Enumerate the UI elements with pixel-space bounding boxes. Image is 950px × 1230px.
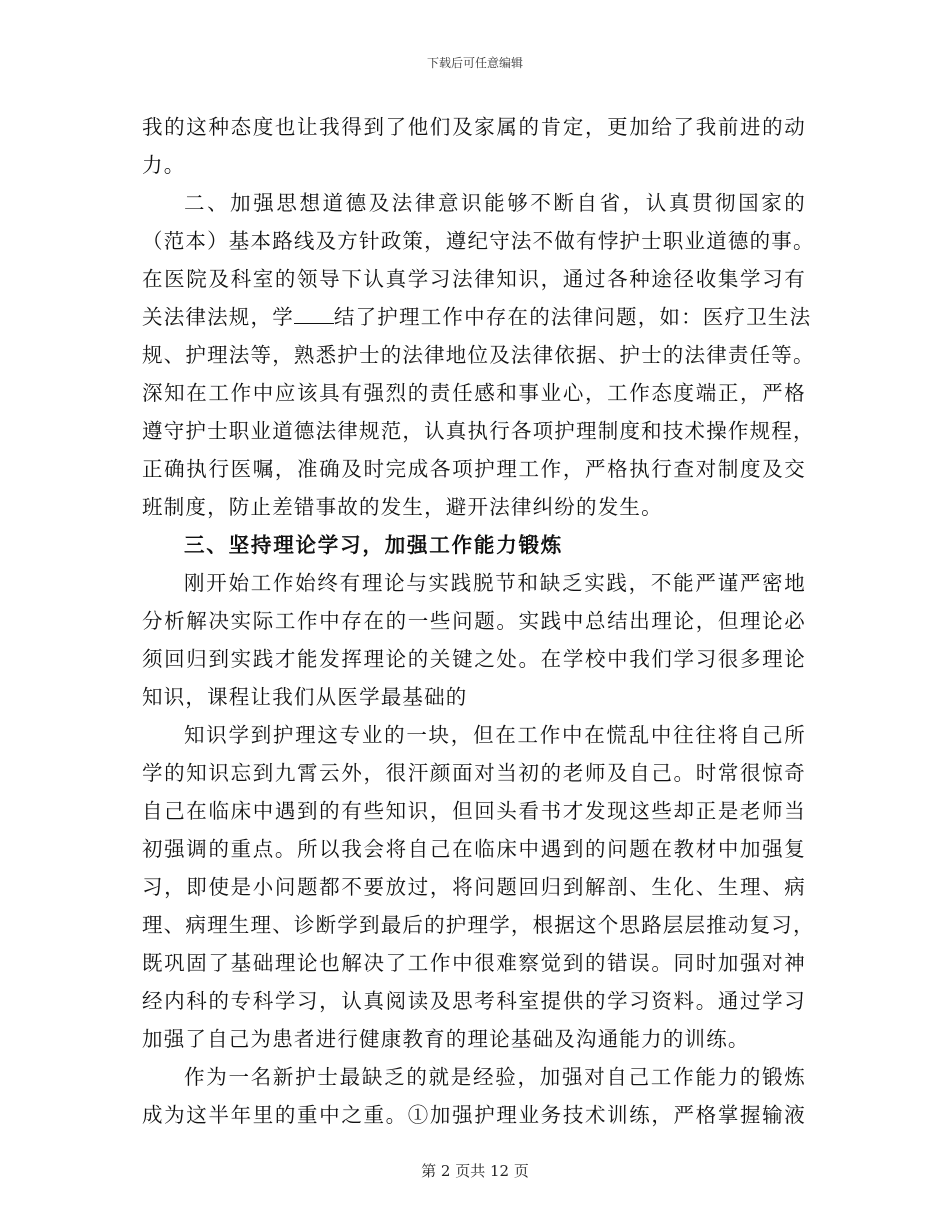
text-line: 遵守护士职业道德法律规范，认真执行各项护理制度和技术操作规程， — [142, 419, 815, 443]
text-line: 班制度，防止差错事故的发生，避开法律纠纷的发生。 — [142, 495, 663, 519]
fill-in-blank — [294, 305, 334, 324]
text-line: 规、护理法等，熟悉护士的法律地位及法律依据、护士的法律责任等。 — [142, 343, 815, 367]
text-segment: 关法律法规，学 — [142, 305, 294, 329]
text-segment: 结了护理工作中存在的法律问题，如：医疗卫生法 — [333, 305, 812, 329]
text-line: 加强了自己为患者进行健康教育的理论基础及沟通能力的训练。 — [142, 1027, 750, 1051]
text-line: 理、病理生理、诊断学到最后的护理学，根据这个思路层层推动复习， — [142, 913, 815, 937]
text-line: 知识学到护理这专业的一块，但在工作中在慌乱中往往将自己所 — [184, 723, 806, 747]
text-line: 初强调的重点。所以我会将自己在临床中遇到的问题在教材中加强复 — [142, 837, 806, 861]
text-line: 我的这种态度也让我得到了他们及家属的肯定，更加给了我前进的动 — [142, 115, 806, 139]
text-line: 正确执行医嘱，准确及时完成各项护理工作，严格执行查对制度及交 — [142, 457, 806, 481]
text-line: 力。 — [142, 153, 186, 177]
text-line: 须回归到实践才能发挥理论的关键之处。在学校中我们学习很多理论 — [142, 647, 806, 671]
page-footer: 第 2 页共 12 页 — [421, 1162, 529, 1180]
text-line: 学的知识忘到九霄云外，很汗颜面对当初的老师及自己。时常很惊奇 — [142, 761, 806, 785]
text-line: 习，即使是小问题都不要放过，将问题回归到解剖、生化、生理、病 — [142, 875, 806, 899]
text-line: 知识，课程让我们从医学最基础的 — [142, 685, 468, 709]
text-line: （范本）基本路线及方针政策，遵纪守法不做有悖护士职业道德的事。 — [142, 229, 815, 253]
text-line: 在医院及科室的领导下认真学习法律知识，通过各种途径收集学习有 — [142, 267, 806, 291]
text-line: 作为一名新护士最缺乏的就是经验，加强对自己工作能力的锻炼 — [184, 1065, 806, 1089]
text-line: 深知在工作中应该具有强烈的责任感和事业心，工作态度端正，严格 — [142, 381, 806, 405]
text-line: 自己在临床中遇到的有些知识，但回头看书才发现这些却正是老师当 — [142, 799, 806, 823]
text-line: 经内科的专科学习，认真阅读及思考科室提供的学习资料。通过学习 — [142, 989, 806, 1013]
document-body — [142, 108, 815, 1134]
section-heading: 三、坚持理论学习，加强工作能力锻炼 — [184, 533, 564, 557]
text-line: 既巩固了基础理论也解决了工作中很难察觉到的错误。同时加强对神 — [142, 951, 806, 975]
text-line: 分析解决实际工作中存在的一些问题。实践中总结出理论，但理论必 — [142, 609, 806, 633]
text-line: 刚开始工作始终有理论与实践脱节和缺乏实践，不能严谨严密地 — [184, 571, 806, 595]
text-line: 成为这半年里的重中之重。①加强护理业务技术训练，严格掌握输液 — [142, 1103, 806, 1127]
page-header: 下载后可任意编辑 — [426, 56, 523, 70]
text-line: 二、加强思想道德及法律意识能够不断自省，认真贯彻国家的 — [184, 191, 806, 215]
text-line — [142, 298, 812, 336]
